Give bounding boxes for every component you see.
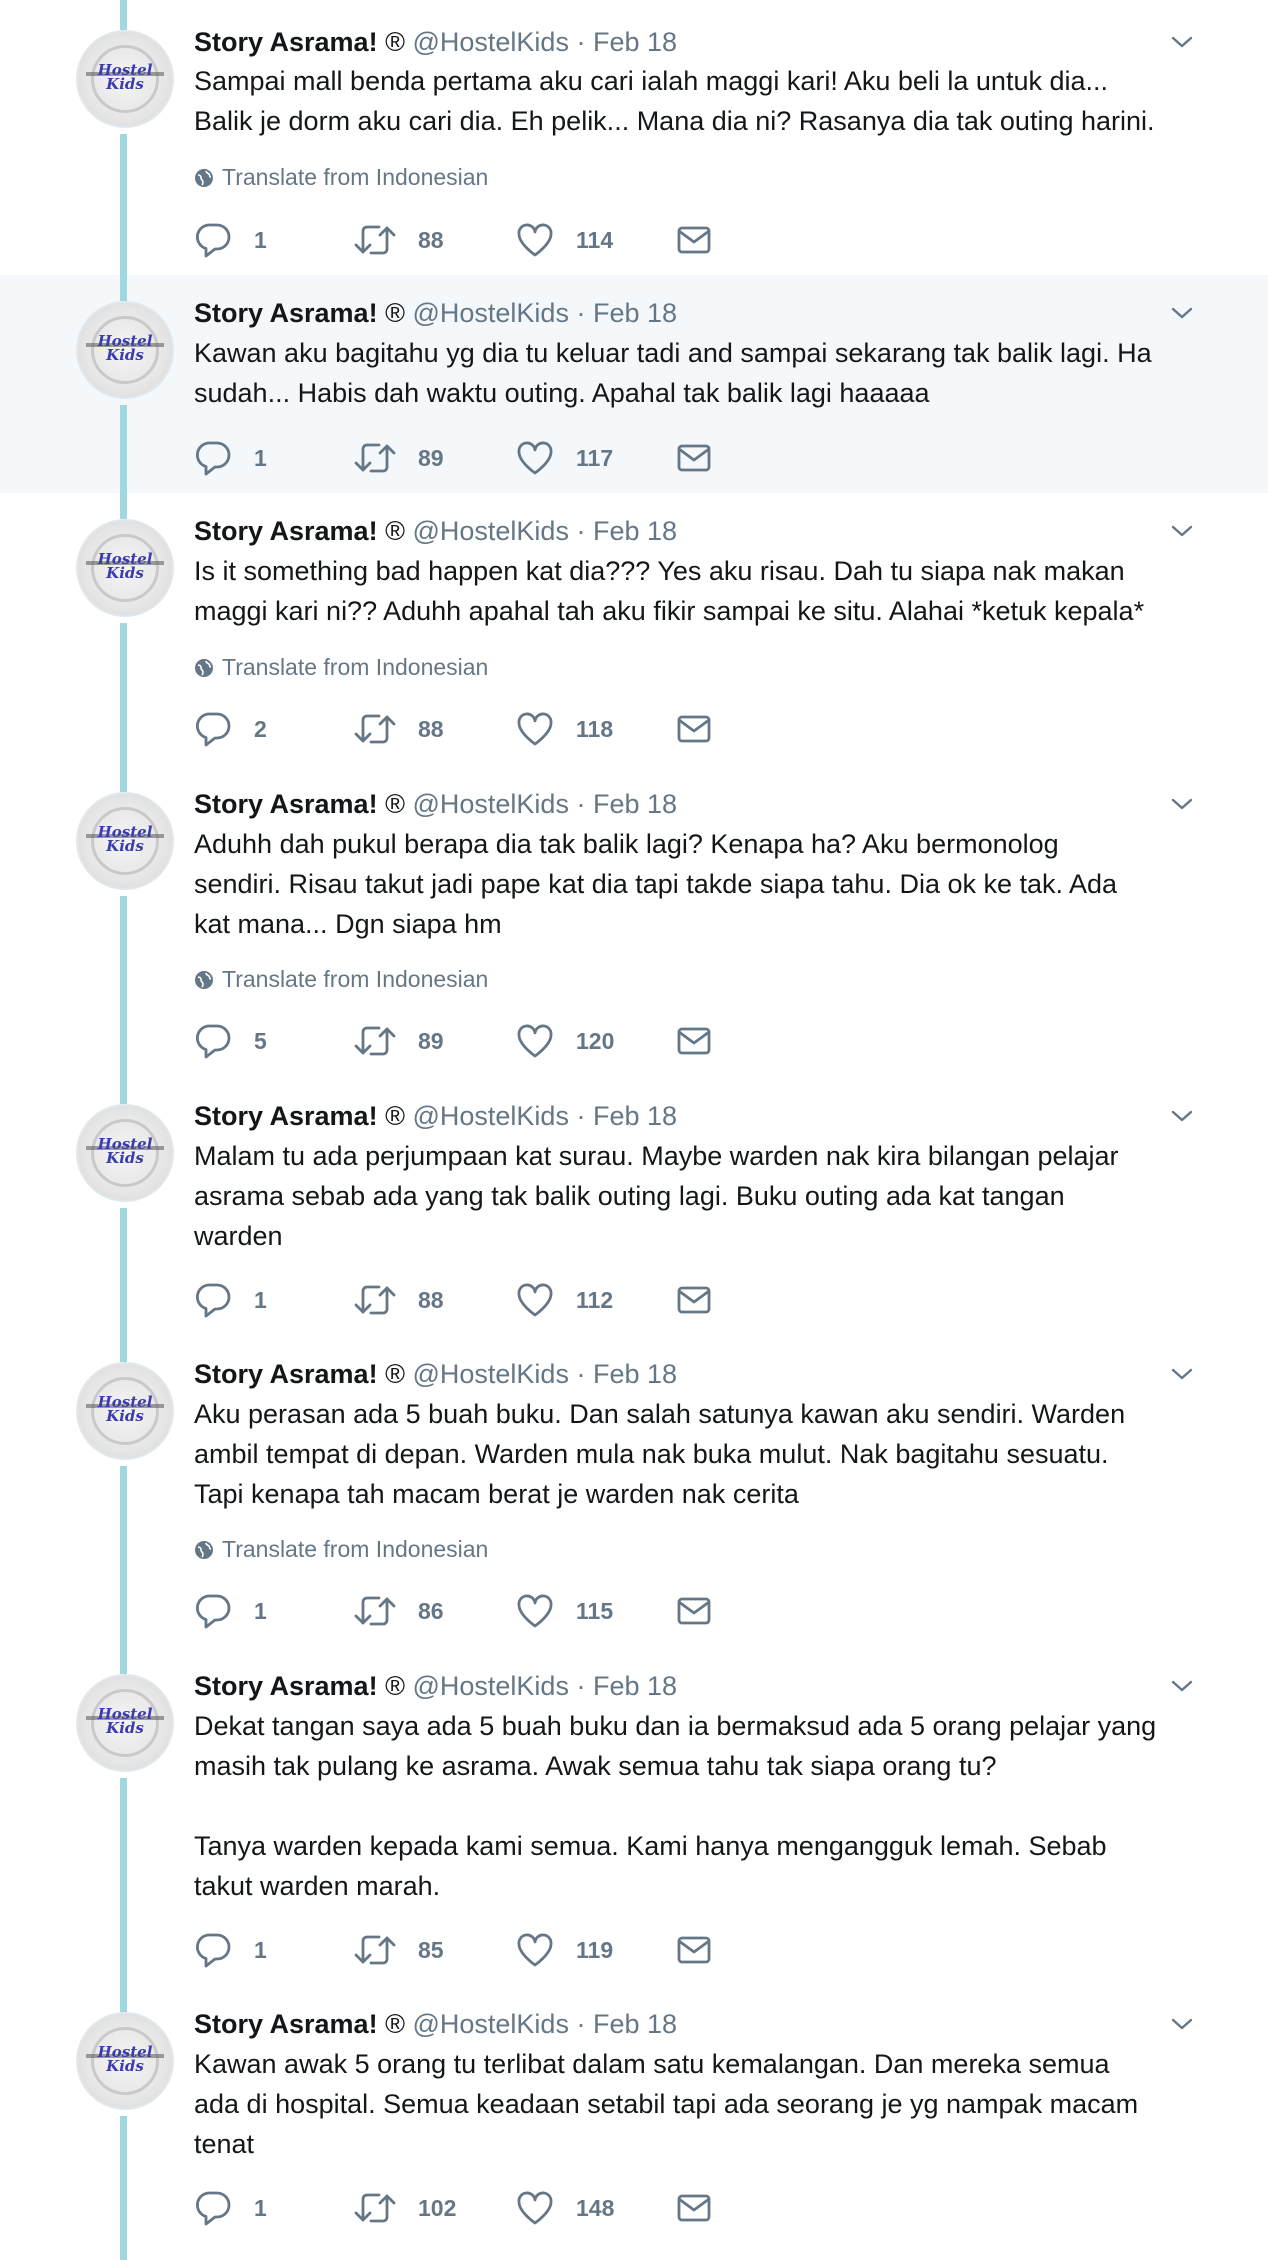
avatar-logo-text: Hostel Kids (97, 1705, 153, 1737)
avatar-logo-text: Hostel Kids (97, 1393, 153, 1425)
thread-line (120, 405, 127, 493)
tweet-text: Malam tu ada perjumpaan kat surau. Maybe warden nak kira bilangan pelajar asrama sebab ada yang tak balik outing lagi. Buku outing ada kat tangan warden (194, 1141, 1119, 1251)
tweet-actions (194, 438, 794, 478)
reply-button[interactable] (194, 220, 267, 260)
reply-icon (194, 1282, 232, 1318)
tweet[interactable] (0, 0, 1268, 275)
envelope-icon (676, 224, 712, 256)
author-name[interactable]: Story Asrama! (194, 516, 378, 546)
author-handle[interactable]: @HostelKids (412, 1101, 569, 1131)
retweet-button[interactable] (354, 1280, 444, 1320)
retweet-icon (354, 2190, 396, 2226)
reply-button[interactable] (194, 1930, 267, 1970)
retweet-icon (354, 1282, 396, 1318)
translate-label: Translate from Indonesian (222, 966, 489, 992)
retweet-count: 88 (418, 1286, 444, 1313)
envelope-icon (676, 1284, 712, 1316)
heart-icon (516, 222, 554, 258)
avatar-logo-text: Hostel Kids (97, 332, 153, 364)
reply-count: 1 (254, 2194, 267, 2221)
tweet-header (194, 787, 677, 821)
reply-button[interactable] (194, 1021, 267, 1061)
tweet-actions (194, 1591, 794, 1631)
retweet-count: 89 (418, 1027, 444, 1054)
globe-icon (194, 654, 222, 680)
tweet[interactable] (0, 1336, 1268, 1648)
avatar-logo-text: Hostel Kids (97, 550, 153, 582)
reply-icon (194, 222, 232, 258)
heart-icon (516, 1932, 554, 1968)
retweet-count: 86 (418, 1597, 444, 1624)
tweet-date[interactable]: Feb 18 (592, 298, 678, 328)
retweet-button[interactable] (354, 1591, 444, 1631)
retweet-count: 88 (418, 715, 444, 742)
reply-icon (194, 2190, 232, 2226)
reply-count: 1 (254, 444, 267, 471)
tweet[interactable] (0, 1648, 1268, 1986)
avatar-logo-text: Hostel Kids (97, 2043, 153, 2075)
like-count: 118 (576, 715, 614, 742)
like-count: 114 (576, 226, 614, 253)
tweet-header (194, 1669, 677, 1703)
direct-message-button[interactable] (676, 709, 712, 749)
registered-mark: ® (377, 1101, 413, 1131)
direct-message-button[interactable] (676, 1021, 712, 1061)
avatar[interactable] (76, 792, 174, 890)
author-name[interactable]: Story Asrama! (194, 298, 378, 328)
author-name[interactable]: Story Asrama! (194, 789, 378, 819)
translate-label: Translate from Indonesian (222, 164, 489, 190)
reply-icon (194, 1593, 232, 1629)
translate-label: Translate from Indonesian (222, 654, 489, 680)
chevron-down-icon[interactable] (1170, 2012, 1194, 2036)
separator-dot: · (568, 1101, 593, 1131)
retweet-icon (354, 440, 396, 476)
retweet-button[interactable] (354, 1930, 444, 1970)
envelope-icon (676, 1595, 712, 1627)
separator-dot: · (568, 516, 593, 546)
author-handle[interactable]: @HostelKids (412, 789, 569, 819)
direct-message-button[interactable] (676, 1280, 712, 1320)
tweet-header (194, 514, 677, 548)
heart-icon (516, 1593, 554, 1629)
reply-icon (194, 1023, 232, 1059)
tweet[interactable] (0, 275, 1268, 493)
author-name[interactable]: Story Asrama! (194, 2009, 378, 2039)
retweet-button[interactable] (354, 1021, 444, 1061)
thread-line (120, 134, 127, 275)
tweet-date[interactable]: Feb 18 (592, 1671, 678, 1701)
tweet-text: Sampai mall benda pertama aku cari ialah maggi kari! Aku beli la untuk dia... Balik je dorm aku cari dia. Eh pelik... Mana dia ni? Rasanya dia tak outing harini. (194, 66, 1155, 136)
reply-count: 1 (254, 1936, 267, 1963)
separator-dot: · (568, 789, 593, 819)
tweet-text: Kawan awak 5 orang tu terlibat dalam satu kemalangan. Dan mereka semua ada di hospital. Semua keadaan setabil tapi ada seorang je yg nampak macam tenat (194, 2049, 1139, 2159)
thread-line (120, 1778, 127, 1986)
reply-icon (194, 440, 232, 476)
tweet[interactable] (0, 493, 1268, 766)
reply-count: 2 (254, 715, 267, 742)
author-name[interactable]: Story Asrama! (194, 27, 378, 57)
registered-mark: ® (377, 1671, 413, 1701)
reply-icon (194, 1932, 232, 1968)
thread-line (120, 1986, 127, 2012)
retweet-button[interactable] (354, 709, 444, 749)
tweet-actions (194, 709, 794, 749)
retweet-icon (354, 1593, 396, 1629)
avatar[interactable] (76, 2012, 174, 2110)
thread-line (120, 0, 127, 30)
retweet-count: 102 (418, 2194, 457, 2221)
tweet-text: Dekat tangan saya ada 5 buah buku dan ia bermaksud ada 5 orang pelajar yang masih tak pulang ke asrama. Awak semua tahu tak siapa orang tu? Tanya warden kepada kami semua. Kami hanya mengangguk lemah. Sebab takut warden marah. (194, 1711, 1157, 1901)
direct-message-button[interactable] (676, 438, 712, 478)
tweet-header (194, 2007, 677, 2041)
direct-message-button[interactable] (676, 1591, 712, 1631)
retweet-count: 89 (418, 444, 444, 471)
reply-button[interactable] (194, 709, 267, 749)
reply-button[interactable] (194, 2188, 267, 2228)
chevron-down-icon[interactable] (1170, 1362, 1194, 1386)
thread-line (120, 766, 127, 792)
registered-mark: ® (377, 789, 413, 819)
direct-message-button[interactable] (676, 1930, 712, 1970)
thread-line (120, 2116, 127, 2260)
translate-link[interactable] (194, 1534, 488, 1564)
tweet-text: Is it something bad happen kat dia??? Yes aku risau. Dah tu siapa nak makan maggi kari ni?? Aduhh apahal tah aku fikir sampai ke situ. Alahai *ketuk kepala* (194, 556, 1145, 626)
reply-button[interactable] (194, 1591, 267, 1631)
thread-line (120, 1466, 127, 1648)
retweet-button[interactable] (354, 220, 444, 260)
avatar[interactable] (76, 519, 174, 617)
registered-mark: ® (377, 1359, 413, 1389)
like-button[interactable] (516, 1280, 613, 1320)
tweet-actions (194, 1280, 794, 1320)
thread-line (120, 1648, 127, 1674)
reply-count: 1 (254, 1597, 267, 1624)
envelope-icon (676, 1934, 712, 1966)
author-handle[interactable]: @HostelKids (412, 1359, 569, 1389)
like-count: 148 (576, 2194, 615, 2221)
registered-mark: ® (377, 298, 413, 328)
tweet-actions (194, 1021, 794, 1061)
retweet-count: 85 (418, 1936, 444, 1963)
tweet-actions (194, 1930, 794, 1970)
registered-mark: ® (377, 27, 413, 57)
avatar[interactable] (76, 301, 174, 399)
tweet-text: Aku perasan ada 5 buah buku. Dan salah satunya kawan aku sendiri. Warden ambil tempat di depan. Warden mula nak buka mulut. Nak bagitahu sesuatu. Tapi kenapa tah macam berat je warden nak cerita (194, 1399, 1126, 1509)
tweet-text: Kawan aku bagitahu yg dia tu keluar tadi and sampai sekarang tak balik lagi. Ha sudah... Habis dah waktu outing. Apahal tak balik lagi haaaaa (194, 338, 1152, 408)
tweet-date[interactable]: Feb 18 (592, 789, 678, 819)
like-count: 115 (576, 1597, 614, 1624)
retweet-button[interactable] (354, 2188, 456, 2228)
thread-line (120, 275, 127, 301)
tweet-actions (194, 2188, 794, 2228)
tweet-text: Aduhh dah pukul berapa dia tak balik lagi? Kenapa ha? Aku bermonolog sendiri. Risau takut jadi pape kat dia tapi takde siapa tahu. Dia ok ke tak. Ada kat mana... Dgn siapa hm (194, 829, 1118, 939)
direct-message-button[interactable] (676, 2188, 712, 2228)
direct-message-button[interactable] (676, 220, 712, 260)
translate-link[interactable] (194, 652, 488, 682)
chevron-down-icon[interactable] (1170, 1104, 1194, 1128)
tweet-date[interactable]: Feb 18 (592, 2009, 678, 2039)
author-name[interactable]: Story Asrama! (194, 1359, 378, 1389)
author-handle[interactable]: @HostelKids (412, 1671, 569, 1701)
like-button[interactable] (516, 1930, 613, 1970)
avatar[interactable] (76, 1362, 174, 1460)
avatar-logo-text: Hostel Kids (97, 61, 153, 93)
envelope-icon (676, 2192, 712, 2224)
registered-mark: ® (377, 516, 413, 546)
tweet-actions (194, 220, 794, 260)
reply-button[interactable] (194, 438, 267, 478)
tweet-header (194, 25, 677, 59)
envelope-icon (676, 713, 712, 745)
tweet-header (194, 1357, 677, 1391)
heart-icon (516, 440, 554, 476)
avatar[interactable] (76, 1674, 174, 1772)
like-count: 120 (576, 1027, 615, 1054)
like-button[interactable] (516, 1591, 613, 1631)
reply-icon (194, 711, 232, 747)
heart-icon (516, 1023, 554, 1059)
separator-dot: · (568, 298, 593, 328)
author-name[interactable]: Story Asrama! (194, 1671, 378, 1701)
retweet-icon (354, 1023, 396, 1059)
translate-link[interactable] (194, 964, 488, 994)
globe-icon (194, 1536, 222, 1562)
like-button[interactable] (516, 1021, 614, 1061)
chevron-down-icon[interactable] (1170, 30, 1194, 54)
translate-label: Translate from Indonesian (222, 1536, 489, 1562)
like-button[interactable] (516, 220, 613, 260)
retweet-icon (354, 1932, 396, 1968)
heart-icon (516, 711, 554, 747)
thread-line (120, 493, 127, 519)
registered-mark: ® (377, 2009, 413, 2039)
like-button[interactable] (516, 2188, 614, 2228)
retweet-button[interactable] (354, 438, 444, 478)
thread-line (120, 623, 127, 766)
like-button[interactable] (516, 438, 613, 478)
tweet-date[interactable]: Feb 18 (592, 1359, 678, 1389)
like-count: 112 (576, 1286, 614, 1313)
translate-link[interactable] (194, 162, 488, 192)
author-handle[interactable]: @HostelKids (412, 27, 569, 57)
like-button[interactable] (516, 709, 613, 749)
like-count: 117 (576, 444, 614, 471)
chevron-down-icon[interactable] (1170, 519, 1194, 543)
heart-icon (516, 2190, 554, 2226)
avatar[interactable] (76, 1104, 174, 1202)
author-handle[interactable]: @HostelKids (412, 298, 569, 328)
chevron-down-icon[interactable] (1170, 1674, 1194, 1698)
retweet-icon (354, 711, 396, 747)
tweet-header (194, 296, 677, 330)
tweet[interactable] (0, 766, 1268, 1078)
thread-line (120, 1208, 127, 1336)
tweet-date[interactable]: Feb 18 (592, 1101, 678, 1131)
avatar-logo-text: Hostel Kids (97, 823, 153, 855)
reply-count: 1 (254, 1286, 267, 1313)
author-handle[interactable]: @HostelKids (412, 2009, 569, 2039)
thread-line (120, 896, 127, 1078)
like-count: 119 (576, 1936, 614, 1963)
globe-icon (194, 966, 222, 992)
thread-line (120, 1078, 127, 1104)
separator-dot: · (568, 2009, 593, 2039)
tweet-date[interactable]: Feb 18 (592, 27, 678, 57)
globe-icon (194, 164, 222, 190)
avatar-logo-text: Hostel Kids (97, 1135, 153, 1167)
envelope-icon (676, 442, 712, 474)
chevron-down-icon[interactable] (1170, 301, 1194, 325)
tweet-date[interactable]: Feb 18 (592, 516, 678, 546)
reply-count: 1 (254, 226, 267, 253)
tweet-header (194, 1099, 677, 1133)
reply-count: 5 (254, 1027, 267, 1054)
avatar[interactable] (76, 30, 174, 128)
chevron-down-icon[interactable] (1170, 792, 1194, 816)
envelope-icon (676, 1025, 712, 1057)
author-handle[interactable]: @HostelKids (412, 516, 569, 546)
heart-icon (516, 1282, 554, 1318)
retweet-count: 88 (418, 226, 444, 253)
separator-dot: · (568, 27, 593, 57)
separator-dot: · (568, 1671, 593, 1701)
tweet[interactable] (0, 1078, 1268, 1336)
author-name[interactable]: Story Asrama! (194, 1101, 378, 1131)
retweet-icon (354, 222, 396, 258)
separator-dot: · (568, 1359, 593, 1389)
reply-button[interactable] (194, 1280, 267, 1320)
tweet[interactable] (0, 1986, 1268, 2260)
thread-line (120, 1336, 127, 1362)
